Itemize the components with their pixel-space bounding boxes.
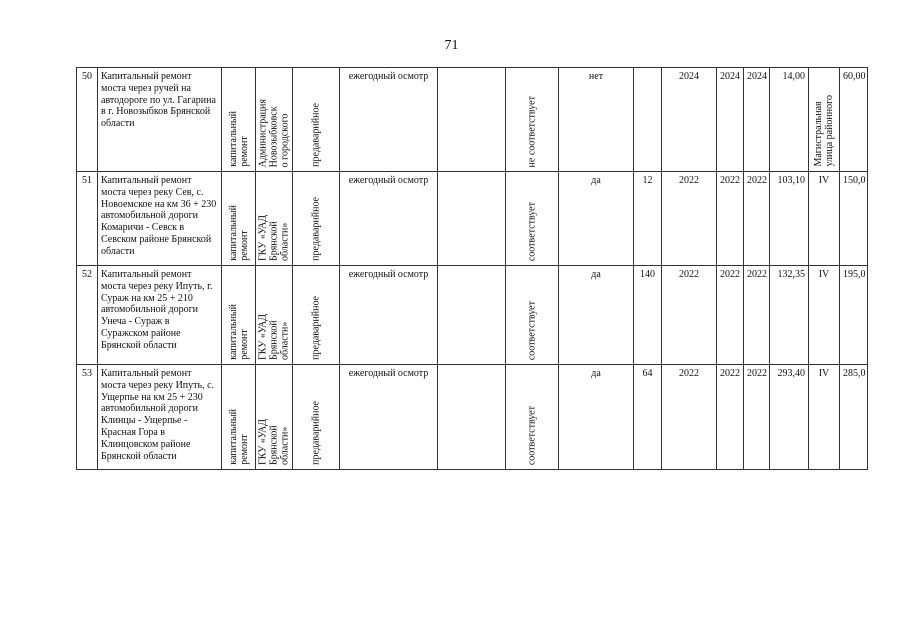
year-3: 2022 — [744, 172, 770, 266]
measure-value: 103,10 — [770, 172, 809, 266]
owner-organization-text: ГКУ «УАД Брянской области» — [257, 214, 291, 261]
compliance-status-text: соответствует — [526, 405, 538, 465]
road-category: IV — [809, 365, 840, 470]
length-value: 64 — [634, 365, 662, 470]
year-3: 2024 — [744, 68, 770, 172]
table-row — [77, 68, 868, 172]
measure-value: 132,35 — [770, 266, 809, 365]
work-type-text: капитальный ремонт — [227, 409, 250, 465]
cost-value: 60,00 — [840, 68, 868, 172]
year-2: 2022 — [717, 172, 744, 266]
year-2: 2024 — [717, 68, 744, 172]
road-category — [809, 68, 840, 172]
road-category: IV — [809, 266, 840, 365]
empty-cell — [438, 68, 506, 172]
empty-cell — [438, 172, 506, 266]
length-value — [634, 68, 662, 172]
length-value: 140 — [634, 266, 662, 365]
road-category-text: Магистральная улица районного — [813, 95, 835, 167]
table-row — [77, 172, 868, 266]
row-number: 50 — [77, 68, 98, 172]
inspection-type: ежегодный осмотр — [340, 172, 438, 266]
compliance-status — [506, 172, 559, 266]
object-name: Капитальный ремонт моста через реку Ипуть, г. Сураж на км 25 + 210 автомобильной дороги Унеча - Сураж в Суражском районе Брянской области — [98, 266, 222, 365]
work-type — [222, 266, 256, 365]
owner-organization — [256, 68, 293, 172]
technical-condition-text: предаварийное — [310, 197, 322, 261]
compliance-status — [506, 266, 559, 365]
table-row — [77, 365, 868, 470]
start-year: 2022 — [662, 266, 717, 365]
owner-organization-text: ГКУ «УАД Брянской области» — [257, 418, 291, 465]
owner-organization — [256, 266, 293, 365]
availability-flag: нет — [559, 68, 634, 172]
technical-condition — [293, 266, 340, 365]
row-number: 51 — [77, 172, 98, 266]
year-3: 2022 — [744, 365, 770, 470]
compliance-status — [506, 68, 559, 172]
table-row — [77, 266, 868, 365]
compliance-status-text: соответствует — [526, 201, 538, 261]
availability-flag: да — [559, 365, 634, 470]
inspection-type: ежегодный осмотр — [340, 68, 438, 172]
year-2: 2022 — [717, 365, 744, 470]
availability-flag: да — [559, 172, 634, 266]
empty-cell — [438, 266, 506, 365]
compliance-status — [506, 365, 559, 470]
owner-organization-text: ГКУ «УАД Брянской области» — [257, 313, 291, 360]
technical-condition-text: предаварийное — [310, 296, 322, 360]
owner-organization — [256, 172, 293, 266]
technical-condition — [293, 172, 340, 266]
cost-value: 285,0 — [840, 365, 868, 470]
owner-organization-text: Администрация Новозыбковск о городского — [257, 98, 291, 167]
bridge-repair-table — [76, 67, 868, 470]
work-type — [222, 172, 256, 266]
work-type-text: капитальный ремонт — [227, 205, 250, 261]
technical-condition-text: предаварийное — [310, 401, 322, 465]
start-year: 2024 — [662, 68, 717, 172]
work-type-text: капитальный ремонт — [227, 304, 250, 360]
cost-value: 195,0 — [840, 266, 868, 365]
page-number: 71 — [444, 38, 459, 53]
row-number: 52 — [77, 266, 98, 365]
work-type — [222, 68, 256, 172]
year-3: 2022 — [744, 266, 770, 365]
year-2: 2022 — [717, 266, 744, 365]
empty-cell — [438, 365, 506, 470]
object-name: Капитальный ремонт моста через реку Ипуть, с. Ущерпье на км 25 + 230 автомобильной дороги Клинцы - Ущерпье - Красная Гора в Клинцовском районе Брянской области — [98, 365, 222, 470]
technical-condition-text: предаварийное — [310, 103, 322, 167]
work-type — [222, 365, 256, 470]
measure-value: 14,00 — [770, 68, 809, 172]
object-name: Капитальный ремонт моста через реку Сев, с. Новоемское на км 36 + 230 автомобильной дороги Комаричи - Севск в Севском районе Брянской области — [98, 172, 222, 266]
start-year: 2022 — [662, 365, 717, 470]
object-name: Капитальный ремонт моста через ручей на автодороге по ул. Гагарина в г. Новозыбков Брянской области — [98, 68, 222, 172]
row-number: 53 — [77, 365, 98, 470]
measure-value: 293,40 — [770, 365, 809, 470]
compliance-status-text: не соответствует — [526, 95, 538, 167]
cost-value: 150,0 — [840, 172, 868, 266]
availability-flag: да — [559, 266, 634, 365]
technical-condition — [293, 365, 340, 470]
road-category: IV — [809, 172, 840, 266]
inspection-type: ежегодный осмотр — [340, 266, 438, 365]
inspection-type: ежегодный осмотр — [340, 365, 438, 470]
work-type-text: капитальный ремонт — [227, 111, 250, 167]
compliance-status-text: соответствует — [526, 300, 538, 360]
start-year: 2022 — [662, 172, 717, 266]
length-value: 12 — [634, 172, 662, 266]
technical-condition — [293, 68, 340, 172]
owner-organization — [256, 365, 293, 470]
